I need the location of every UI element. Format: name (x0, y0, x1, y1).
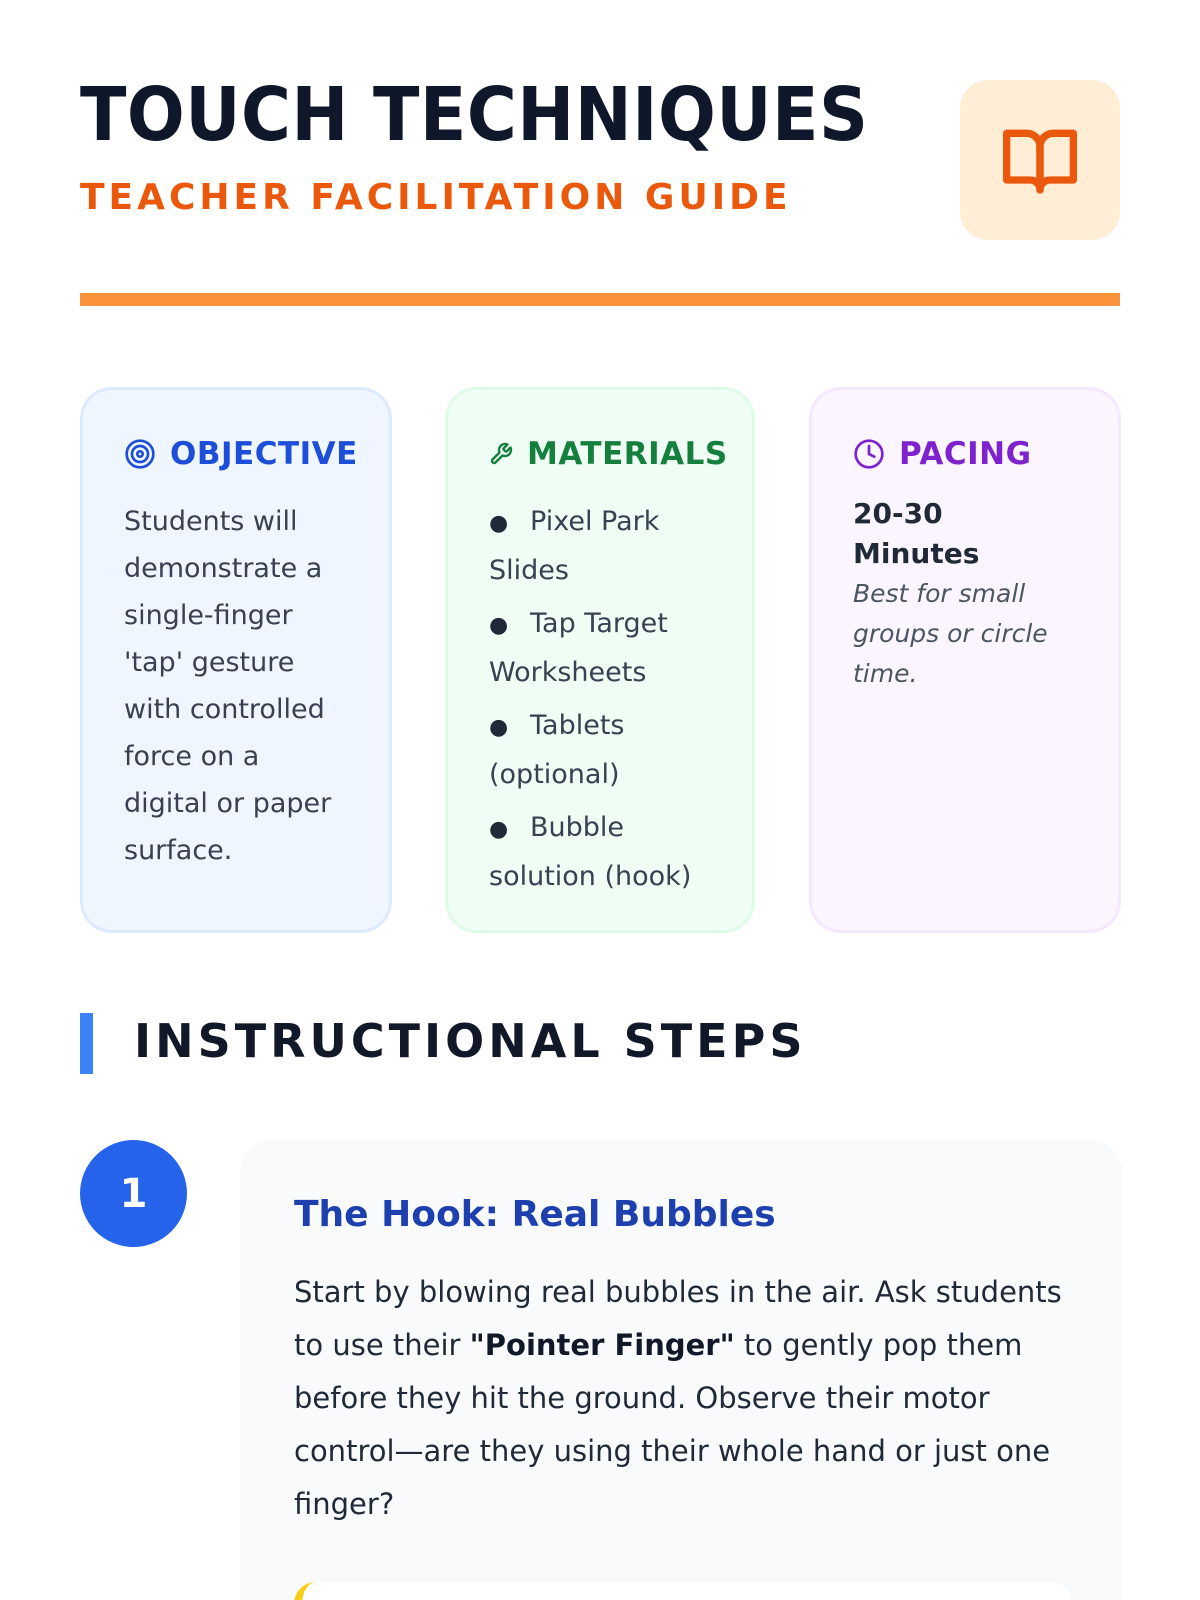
bullet-icon: ● (489, 715, 509, 740)
bullet-icon: ● (489, 613, 509, 638)
pacing-title: PACING (899, 436, 1032, 472)
material-label: Pixel Park Slides (489, 506, 660, 586)
pacing-header (853, 434, 1078, 474)
step-description (294, 1266, 1068, 1531)
list-item (489, 600, 712, 696)
wrench-icon (489, 442, 513, 466)
step-title: The Hook: Real Bubbles (294, 1194, 776, 1235)
header-divider (80, 293, 1120, 306)
step-text-emphasis: "Pointer Finger" (469, 1328, 735, 1362)
material-label: Bubble solution (hook) (489, 812, 692, 892)
list-item (489, 498, 712, 594)
objective-title: OBJECTIVE (170, 436, 358, 472)
clock-icon (853, 438, 885, 470)
step-card (240, 1140, 1122, 1600)
list-item (489, 804, 712, 900)
material-label: Tap Target Worksheets (489, 608, 668, 688)
step-number-badge: 1 (80, 1140, 187, 1247)
target-icon (124, 438, 156, 470)
material-label: Tablets (optional) (489, 710, 625, 790)
step-text-end: to gently pop them before they hit the ground. Observe their motor control—are they using their whole hand or just one finger? (294, 1328, 1051, 1521)
book-open-icon (1000, 120, 1080, 200)
bullet-icon: ● (489, 817, 509, 842)
pacing-note: Best for small groups or circle time. (853, 579, 1048, 688)
pacing-duration: 20-30 Minutes (853, 497, 980, 570)
materials-header (489, 434, 728, 474)
teacher-tip-box (294, 1582, 1072, 1600)
section-accent-bar (80, 1013, 93, 1074)
materials-title: MATERIALS (527, 436, 728, 472)
materials-list (489, 498, 712, 900)
objective-header (124, 434, 358, 474)
objective-card (80, 387, 392, 933)
materials-card (445, 387, 755, 933)
step-text-start: Start by blowing real bubbles in the air. Ask students to use their (294, 1275, 1062, 1362)
page-subtitle: TEACHER FACILITATION GUIDE (80, 177, 792, 218)
header-badge (960, 80, 1120, 240)
list-item (489, 702, 712, 798)
pacing-card (809, 387, 1121, 933)
section-title: INSTRUCTIONAL STEPS (134, 1014, 807, 1068)
bullet-icon: ● (489, 511, 509, 536)
page-title: TOUCH TECHNIQUES (80, 72, 869, 158)
objective-text: Students will demonstrate a single-finger 'tap' gesture with controlled force on a digital or paper surface. (124, 506, 332, 866)
